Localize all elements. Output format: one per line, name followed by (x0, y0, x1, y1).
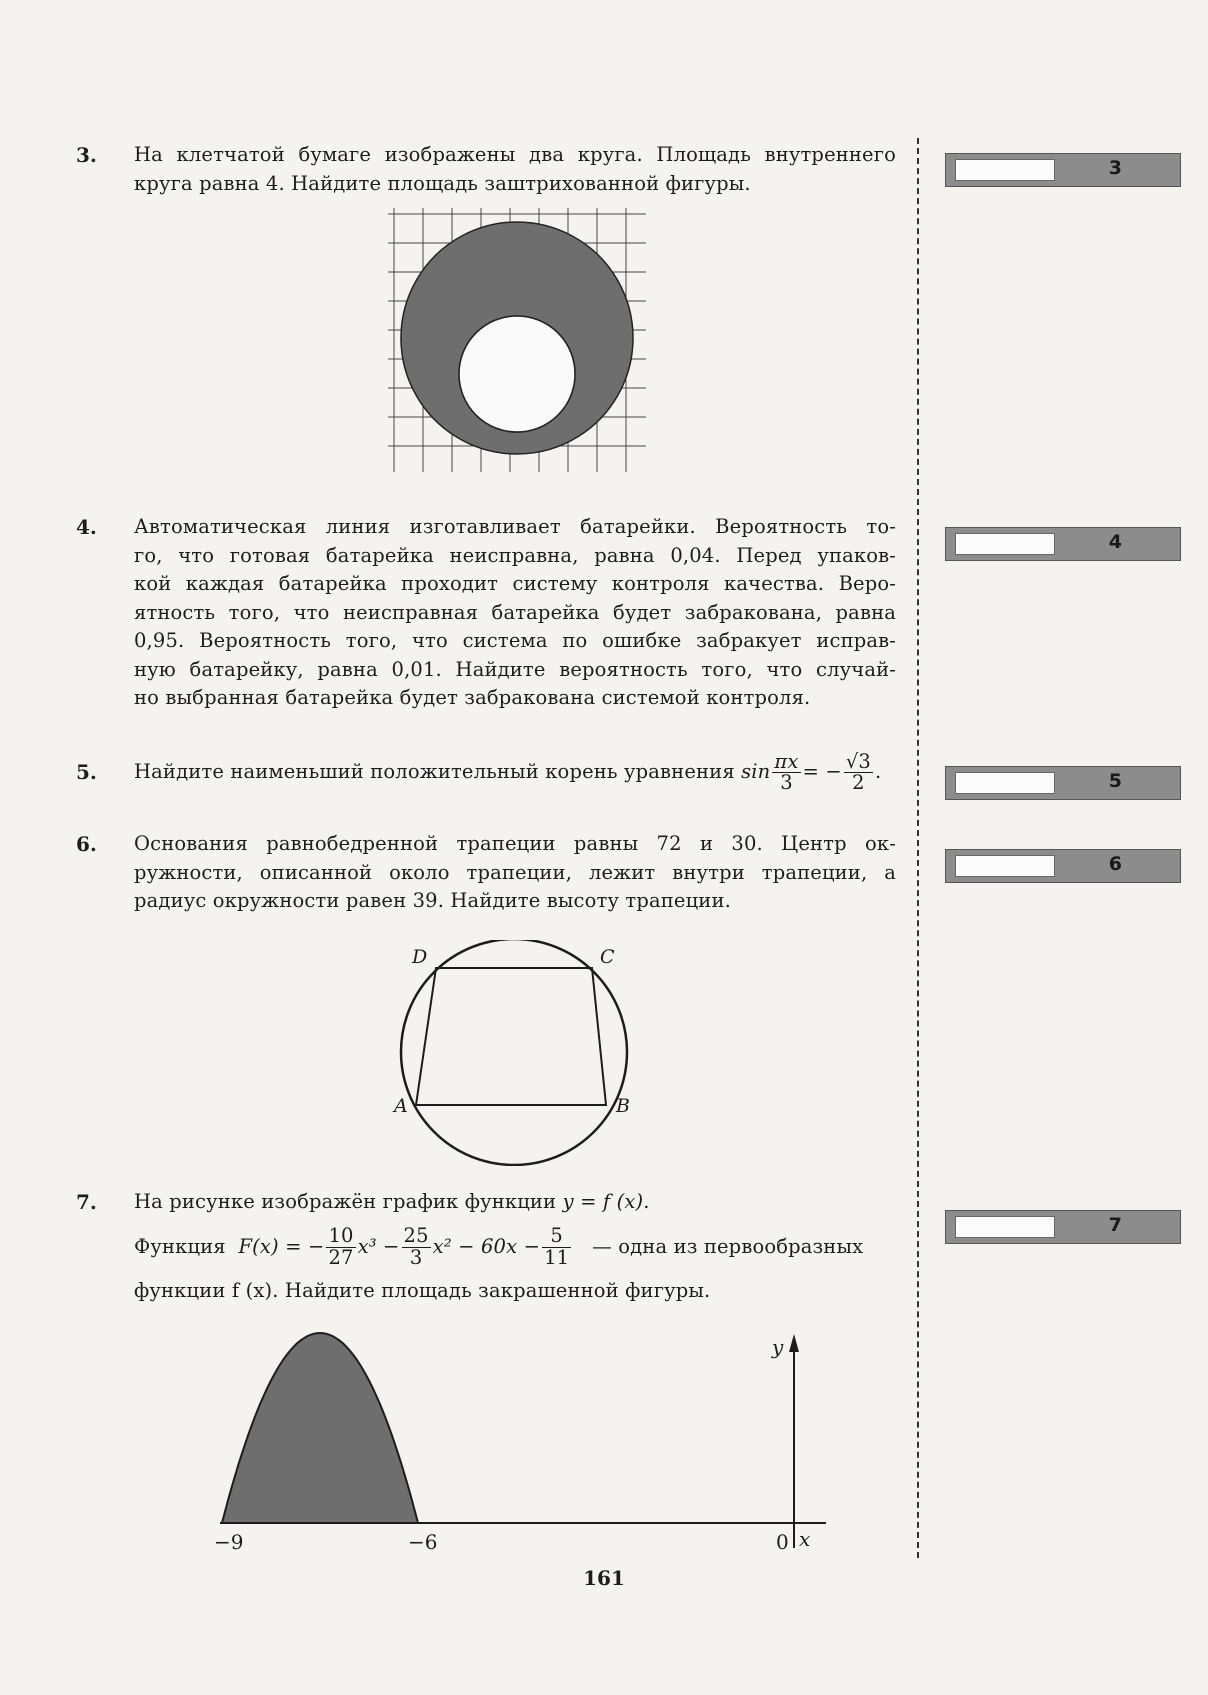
problem-7-number: 7. (76, 1190, 97, 1214)
y-axis-arrow (789, 1334, 799, 1352)
vertex-label-d: D (412, 946, 428, 968)
problem-text-line: Автоматическая линия изготавливает батарейки. Вероятность то- (134, 515, 896, 538)
answer-box-6[interactable] (945, 849, 1181, 883)
antiderivative-line (134, 1217, 896, 1277)
antiderivative-phrase: — одна из первообразных (592, 1234, 864, 1258)
numerator: √3 (845, 749, 871, 773)
denominator: 3 (409, 1245, 423, 1269)
vertex-label-a: A (394, 1095, 408, 1117)
equation (741, 749, 882, 794)
circles-grid-figure (388, 208, 646, 472)
function-notation: y = f (x). (562, 1190, 650, 1213)
answer-field[interactable] (955, 772, 1055, 794)
problem-text-line: 0,95. Вероятность того, что система по ошибке забракует исправ- (134, 629, 896, 652)
fraction-5-11 (542, 1226, 571, 1268)
problem-5-statement: Найдите наименьший положительный корень уравнения (134, 760, 735, 783)
answer-label: 5 (1108, 770, 1122, 792)
term-x-squared: x² − 60x − (432, 1234, 541, 1258)
answer-field[interactable] (955, 855, 1055, 877)
problem-6-text (134, 830, 896, 916)
problem-4-number: 4. (76, 515, 97, 539)
fraction-25-3 (402, 1226, 431, 1268)
answer-field[interactable] (955, 159, 1055, 181)
problem-5-number: 5. (76, 760, 97, 784)
problem-text-line: ятность того, что неисправная батарейка будет забракована, равна (134, 600, 896, 624)
F-of-x: F(x) = − (238, 1234, 325, 1258)
answer-box-3[interactable] (945, 153, 1181, 187)
problem-text-line: кой каждая батарейка проходит систему контроля качества. Веро- (134, 572, 896, 595)
problem-text-line (134, 1188, 896, 1217)
shaded-area (222, 1333, 418, 1523)
page-number: 161 (583, 1566, 625, 1590)
answer-label: 7 (1108, 1214, 1122, 1236)
problem-text-line: ружности, описанной около трапеции, лежит внутри трапеции, а (134, 860, 896, 884)
numerator: 25 (403, 1224, 429, 1248)
numerator: πx (774, 749, 799, 773)
problem-text-line: радиус окружности равен 39. Найдите высоту трапеции. (134, 889, 731, 912)
problem-7-text (134, 1188, 896, 1305)
margin-cut-line (917, 138, 919, 1558)
problem-3-number: 3. (76, 143, 97, 167)
problem-text-line: круга равна 4. Найдите площадь заштрихованной фигуры. (134, 171, 751, 195)
fraction-sqrt3-over-2 (844, 749, 873, 794)
tick-label-minus-6: −6 (408, 1530, 438, 1554)
problem-text-line: Основания равнобедренной трапеции равны 72 и 30. Центр ок- (134, 832, 896, 855)
answer-box-4[interactable] (945, 527, 1181, 561)
problem-text-line: На клетчатой бумаге изображены два круга. Площадь внутреннего (134, 143, 896, 166)
denominator: 3 (780, 771, 793, 794)
trapezoid (416, 968, 606, 1105)
answer-label: 4 (1108, 531, 1122, 553)
sin-function: sin (741, 760, 771, 783)
answer-label: 3 (1108, 157, 1122, 179)
problem-text-line: но выбранная батарейка будет забракована системой контроля. (134, 686, 811, 709)
origin-label: 0 (776, 1530, 789, 1554)
numerator: 5 (542, 1226, 571, 1247)
trapezoid-circle-figure (388, 940, 638, 1166)
tick-label-minus-9: −9 (214, 1530, 244, 1554)
problem-7-intro: На рисунке изображён график функции (134, 1190, 557, 1213)
function-word: Функция (134, 1234, 226, 1258)
fraction-pi-x-over-3 (772, 749, 800, 794)
denominator: 11 (544, 1245, 570, 1269)
inner-circle (459, 316, 575, 432)
problem-text-line: функции f (x). Найдите площадь закрашенной фигуры. (134, 1278, 711, 1302)
vertex-label-b: B (616, 1095, 630, 1117)
function-graph (200, 1330, 840, 1560)
problem-text-line: ную батарейку, равна 0,01. Найдите вероятность того, что случай- (134, 657, 896, 681)
fraction-10-27 (326, 1226, 355, 1268)
answer-label: 6 (1108, 853, 1122, 875)
vertex-label-c: C (600, 946, 615, 968)
term-x-cubed: x³ − (357, 1234, 400, 1258)
problem-text-line: го, что готовая батарейка неисправна, равна 0,04. Перед упаков- (134, 543, 896, 567)
equals-minus: = − (802, 760, 842, 783)
problem-3-text (134, 141, 896, 198)
answer-box-7[interactable] (945, 1210, 1181, 1244)
denominator: 2 (852, 771, 865, 794)
answer-box-5[interactable] (945, 766, 1181, 800)
denominator: 27 (328, 1245, 354, 1269)
y-axis-label: y (772, 1335, 784, 1359)
x-axis-label: x (799, 1527, 811, 1551)
problem-5-text (134, 742, 896, 802)
problem-4-text (134, 513, 896, 713)
period: . (875, 760, 882, 783)
answer-field[interactable] (955, 1216, 1055, 1238)
problem-6-number: 6. (76, 832, 97, 856)
answer-field[interactable] (955, 533, 1055, 555)
numerator: 10 (328, 1224, 354, 1248)
